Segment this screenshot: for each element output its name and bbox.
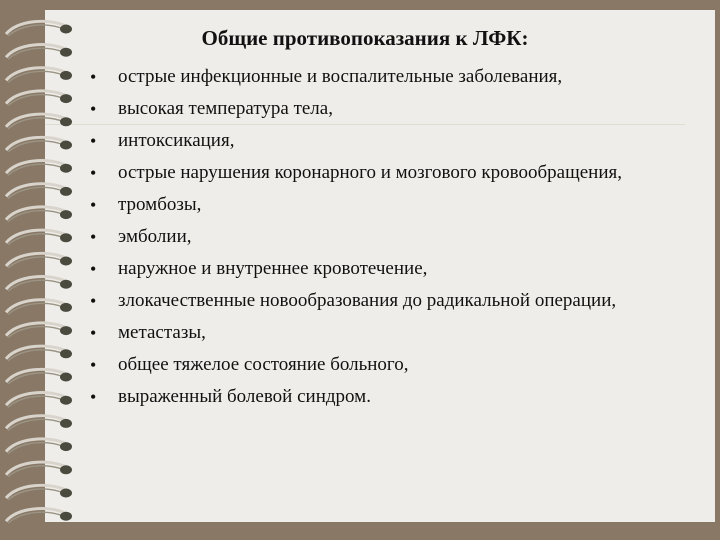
spiral-ring-icon xyxy=(6,68,72,83)
bullet: • xyxy=(90,67,97,87)
list-item xyxy=(90,192,695,218)
contraindications-list xyxy=(90,64,695,416)
spiral-ring-icon xyxy=(6,509,72,524)
spiral-ring-icon xyxy=(6,346,72,361)
spiral-ring-icon xyxy=(6,300,72,315)
spiral-ring-icon xyxy=(6,45,72,60)
list-item xyxy=(90,288,695,314)
bullet: • xyxy=(90,355,97,375)
spiral-ring-icon xyxy=(6,393,72,408)
spiral-ring-icon xyxy=(6,114,72,129)
bullet: • xyxy=(90,163,97,183)
list-item-text: высокая температура тела, xyxy=(118,98,333,119)
bullet: • xyxy=(90,387,97,407)
bullet: • xyxy=(90,195,97,215)
spiral-ring-icon xyxy=(6,416,72,431)
spiral-ring-icon xyxy=(6,184,72,199)
list-item-text: выраженный болевой синдром. xyxy=(118,386,371,407)
spiral-ring-icon xyxy=(6,485,72,500)
spiral-ring-icon xyxy=(6,253,72,268)
list-item-text: острые нарушения коронарного и мозгового кровообращения, xyxy=(118,162,622,183)
list-item xyxy=(90,320,695,346)
list-item xyxy=(90,128,695,154)
list-item-text: наружное и внутреннее кровотечение, xyxy=(118,258,428,279)
slide-title: Общие противопоказания к ЛФК: xyxy=(201,26,529,50)
list-item-text: метастазы, xyxy=(118,322,206,343)
list-item xyxy=(90,352,695,378)
list-item-text: тромбозы, xyxy=(118,194,202,215)
list-item xyxy=(90,64,695,90)
list-item xyxy=(90,256,695,282)
bullet: • xyxy=(90,259,97,279)
spiral-ring-icon xyxy=(6,137,72,152)
list-item-text: эмболии, xyxy=(118,226,192,247)
list-item-text: острые инфекционные и воспалительные заболевания, xyxy=(118,66,563,87)
bullet: • xyxy=(90,227,97,247)
list-item xyxy=(90,224,695,250)
list-item-text: интоксикация, xyxy=(118,130,235,151)
list-item xyxy=(90,384,695,410)
spiral-ring-icon xyxy=(6,369,72,384)
spiral-ring-icon xyxy=(6,462,72,477)
list-item-text: злокачественные новообразования до радикальной операции, xyxy=(118,290,617,311)
spiral-binding-icon xyxy=(0,0,80,540)
spiral-ring-icon xyxy=(6,91,72,106)
spiral-ring-icon xyxy=(6,323,72,338)
spiral-ring-icon xyxy=(6,230,72,245)
list-item xyxy=(90,160,695,186)
spiral-ring-icon xyxy=(6,207,72,222)
spiral-ring-icon xyxy=(6,21,72,36)
bullet: • xyxy=(90,323,97,343)
list-item xyxy=(90,96,695,122)
bullet: • xyxy=(90,99,97,119)
spiral-ring-icon xyxy=(6,161,72,176)
bullet: • xyxy=(90,131,97,151)
spiral-ring-icon xyxy=(6,439,72,454)
list-item-text: общее тяжелое состояние больного, xyxy=(118,354,409,375)
spiral-ring-icon xyxy=(6,277,72,292)
bullet: • xyxy=(90,291,97,311)
